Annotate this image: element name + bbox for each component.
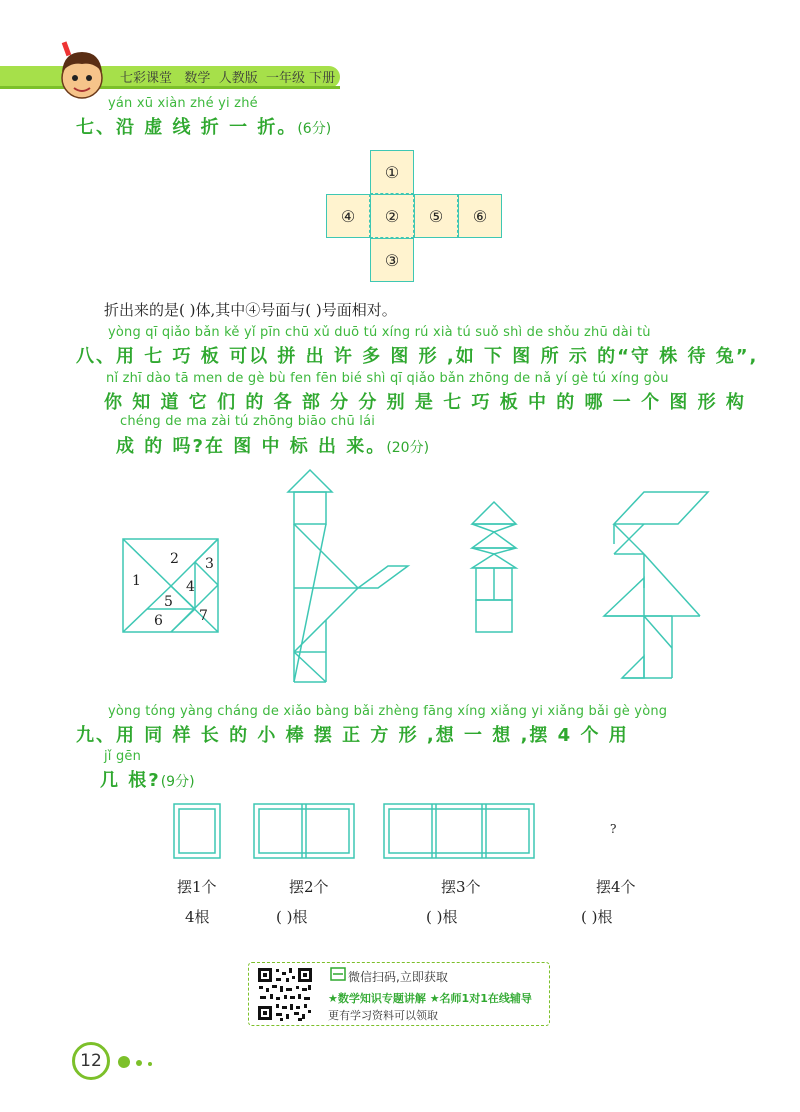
q7-title-text: 七、沿 虚 线 折 一 折。 xyxy=(76,117,298,138)
net-cell-5: ⑤ xyxy=(414,194,458,238)
q9-label-3: 摆3个 xyxy=(441,878,481,896)
page-dot-small xyxy=(148,1062,152,1066)
q9-question-mark: ? xyxy=(610,822,617,836)
ad-line-3: 更有学习资料可以领取 xyxy=(328,1009,438,1022)
q7-pinyin: yán xū xiàn zhé yi zhé xyxy=(108,96,258,111)
net-cell-6: ⑥ xyxy=(458,194,502,238)
q9-label-2: 摆2个 xyxy=(289,878,329,896)
tangram-label-7: 7 xyxy=(199,608,208,624)
q9-answer-1: 4根 xyxy=(185,908,210,926)
tangram-figure-tree xyxy=(466,496,522,636)
tangram-label-6: 6 xyxy=(154,613,163,629)
q7-title xyxy=(76,113,331,139)
q8-line-2: 你 知 道 它 们 的 各 部 分 分 别 是 七 巧 板 中 的 哪 一 个 图 形 构 xyxy=(104,392,746,413)
q9-label-4: 摆4个 xyxy=(596,878,636,896)
q7-sentence: 折出来的是( )体,其中④号面与( )号面相对。 xyxy=(104,301,397,319)
mascot-icon xyxy=(54,40,110,102)
q9-line-1: 九、用 同 样 长 的 小 棒 摆 正 方 形 ,想 一 想 ,摆 4 个 用 xyxy=(76,725,629,746)
q8-pinyin-3: chéng de ma zài tú zhōng biāo chū lái xyxy=(120,414,376,429)
header-underline xyxy=(0,86,340,89)
q8-score: (20分) xyxy=(386,440,430,456)
tangram-label-5: 5 xyxy=(164,594,173,610)
q8-line-3-text: 成 的 吗?在 图 中 标 出 来。 xyxy=(116,436,387,457)
tangram-label-1: 1 xyxy=(132,573,141,589)
ad-line-1: 微信扫码,立即获取 xyxy=(348,970,448,984)
net-cell-2: ② xyxy=(370,194,414,238)
q9-pinyin-2: jǐ gēn xyxy=(104,749,142,764)
q9-pinyin-1: yòng tóng yàng cháng de xiǎo bàng bǎi zhèng fāng xíng xiǎng yi xiǎng bǎi gè yòng xyxy=(108,704,668,719)
scan-icon xyxy=(330,967,346,981)
net-cell-1: ① xyxy=(370,150,414,194)
q8-line-3 xyxy=(116,432,429,458)
stick-squares xyxy=(170,800,710,864)
header-subject: 数学 xyxy=(184,71,211,86)
tangram-figure-rabbit xyxy=(600,486,714,684)
tangram-label-4: 4 xyxy=(186,579,195,595)
tangram-figure-bird xyxy=(284,466,412,688)
header-title xyxy=(120,67,335,86)
tangram-label-2: 2 xyxy=(170,551,179,567)
qr-code-icon[interactable] xyxy=(256,966,314,1022)
page-number: 12 xyxy=(72,1042,110,1080)
header-grade: 一年级 下册 xyxy=(265,71,336,86)
q8-pinyin-2: nǐ zhī dào tā men de gè bù fen fēn bié shì qī qiǎo bǎn zhōng de nǎ yí gè tú xíng gòu xyxy=(106,371,669,386)
tangram-label-3: 3 xyxy=(205,556,214,572)
page-dot-large xyxy=(118,1056,130,1068)
header-edition: 人教版 xyxy=(218,71,258,86)
q7-score: (6分) xyxy=(297,121,332,137)
q9-answer-4[interactable]: ( )根 xyxy=(581,908,613,926)
net-cell-3: ③ xyxy=(370,238,414,282)
ad-line-2: ★数学知识专题讲解 ★名师1对1在线辅导 xyxy=(328,992,532,1005)
q9-answer-3[interactable]: ( )根 xyxy=(426,908,458,926)
q8-pinyin-1: yòng qī qiǎo bǎn kě yǐ pīn chū xǔ duō tú xíng rú xià tú suǒ shì de shǒu zhū dài tù xyxy=(108,325,651,340)
q9-label-1: 摆1个 xyxy=(177,878,217,896)
q9-answer-2[interactable]: ( )根 xyxy=(276,908,308,926)
q9-score: (9分) xyxy=(160,774,195,790)
page-dot-medium xyxy=(136,1060,142,1066)
net-cell-4: ④ xyxy=(326,194,370,238)
q8-line-1: 八、用 七 巧 板 可以 拼 出 许 多 图 形 ,如 下 图 所 示 的“守 株 待 兔”, xyxy=(76,346,759,367)
header-series: 七彩课堂 xyxy=(120,71,173,86)
q9-line-2-text: 几 根? xyxy=(100,770,161,791)
q9-line-2 xyxy=(100,766,195,792)
